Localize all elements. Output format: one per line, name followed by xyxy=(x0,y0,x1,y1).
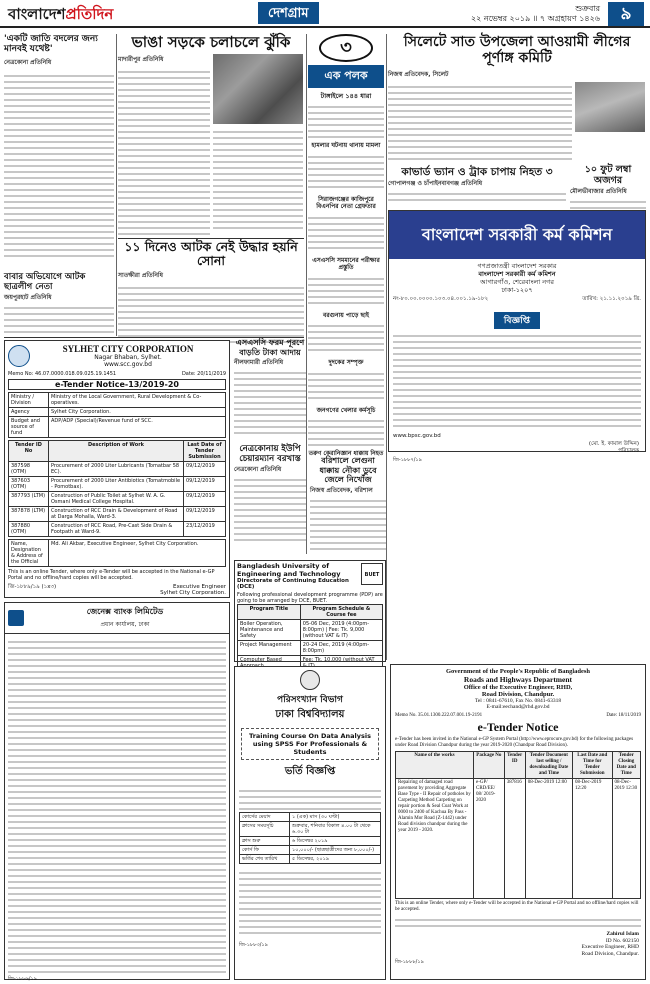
unit-line: আগারগাঁও, শেরেবাংলা নগর xyxy=(480,278,554,286)
cell-desc: Construction of RCC Road, Pre-Cast Side Drain & Footpath at Ward-9. xyxy=(49,522,184,537)
title2: Roads and Highways Department xyxy=(463,675,573,684)
footer-text-placeholder xyxy=(239,868,381,938)
ad-title: Bangladesh University of Engineering and Technology xyxy=(237,562,341,578)
byline: মাদারীপুর প্রতিনিধি xyxy=(118,56,164,63)
ad-ref: জি-১৮৮৮/১৯ xyxy=(395,959,424,965)
course-title: Training Course On Data Analysis using SPSS For Professionals & Students xyxy=(241,728,379,760)
col-program: Program Title xyxy=(238,605,301,620)
online-note: This is an online Tender, where only e-Tender will be accepted in the National e-GP Portal and no offline/hard copies will be accepted. xyxy=(395,901,639,912)
website[interactable]: www.scc.gov.bd xyxy=(104,361,152,368)
cell-value: ১ (এক) মাস (৩০ ঘণ্টা) xyxy=(290,813,381,822)
brief-headline-5: বরগুনায় পাড়ে ছাই xyxy=(323,311,369,319)
date: Date: 20/11/2019 xyxy=(181,371,226,377)
memo: Memo No. 35.01.1300.222.07.001.19-2191 xyxy=(395,713,483,718)
ad-sylhet-city-corporation xyxy=(4,340,230,598)
ad-dhaka-university xyxy=(234,666,386,980)
brief-headline-1: টাঙ্গাইলে ১৪৪ ধারা xyxy=(320,92,372,100)
table-row xyxy=(240,846,381,855)
tender-list-table xyxy=(8,440,226,537)
body-text-placeholder xyxy=(118,283,304,345)
date: Date: 18/11/2019 xyxy=(606,713,641,718)
ad-rhd-tender xyxy=(390,664,646,980)
table-row xyxy=(9,522,226,537)
body-text-placeholder xyxy=(234,368,306,434)
cell-value: ৬ ডিসেম্বর ২০১৯ xyxy=(290,837,381,846)
signatory: (মো. ই. কামাল উদ্দিন) xyxy=(588,441,639,447)
brief-headline-6: দুদকের সম্পৃক্ত xyxy=(328,359,364,366)
story-left-top xyxy=(4,34,114,270)
col-doc: Tender Document last selling / downloading Date and Time xyxy=(525,752,572,779)
table-row xyxy=(240,813,381,822)
byline: জয়পুরহাট প্রতিনিধি xyxy=(4,294,52,301)
programs-table xyxy=(237,604,383,671)
cell-last: 09/12/2019 xyxy=(184,462,226,477)
cell-id: 387816 xyxy=(504,779,525,899)
city-line: ঢাকা-১২০৭ xyxy=(501,286,533,294)
du-logo-icon xyxy=(300,670,320,690)
cell-package: e-GP/ CRD/EE/ 08/ 2019-2020 xyxy=(474,779,505,899)
title4: Road Division, Chandpur. xyxy=(481,691,555,698)
story-barishal xyxy=(310,456,386,556)
cell-closing: 08-Dec-2019 12:30 xyxy=(612,779,640,899)
body-text-placeholder xyxy=(213,127,303,232)
headline: ১০ ফুট লম্বা অজগর xyxy=(584,164,632,186)
bank-logo-icon xyxy=(8,610,24,626)
table-row xyxy=(9,462,226,477)
headline: সিলেটে সাত উপজেলা আওয়ামী লীগের পূর্ণাঙ্গ কমিটি xyxy=(403,34,631,66)
ad-line: Following professional development programme (PDP) are going to be arranged by DCE, BUET. xyxy=(237,592,383,604)
cell-desc: Procurement of 2000 Liter Lubricants (Tomatbar 58 EC). xyxy=(49,462,184,477)
ad-ref: জি-১৮৮৩/১৯ xyxy=(239,942,268,948)
headline: নেত্রকোনায় ইউপি চেয়ারম্যান বরখাস্ত xyxy=(239,444,301,464)
cell-label: কোর্সের মেয়াদ xyxy=(240,813,290,822)
buet-logo-icon: BUET xyxy=(361,563,383,585)
cell-value: ১০,০০০/- (ছাত্রছাত্রীদের জন্য ৮,০০০/-) xyxy=(290,846,381,855)
vijnapti-label: বিজ্ঞপ্তি xyxy=(494,312,540,329)
online-note: This is an online Tender, where only e-Tender will be accepted in the National e-GP Portal and no offline/hard copies will be accepted. xyxy=(8,569,215,581)
sign-org: Sylhet City Corporation. xyxy=(160,590,226,596)
col-package: Package No xyxy=(474,752,505,779)
body-line: বাংলাদেশ সরকারী কর্ম কমিশন xyxy=(478,270,556,278)
table-row xyxy=(238,641,383,656)
notice-title: e-Tender Notice xyxy=(477,720,559,734)
col-name: Name of the works xyxy=(396,752,474,779)
cell-label: ক্লাস শুরু xyxy=(240,837,290,846)
date: তারিখ: ২১.১১.২০১৯ খ্রি. xyxy=(582,296,641,302)
table-row xyxy=(238,620,383,641)
logo-part1: বাংলাদেশ xyxy=(8,5,66,23)
cell-value: ৫ ডিসেম্বর, ২০১৯ xyxy=(290,855,381,864)
cell-id: 387880 (OTM) xyxy=(9,522,49,537)
cell-last: 23/12/2019 xyxy=(184,522,226,537)
ad-ref: জি-১৮৮৯/১৯ (১x৩) xyxy=(8,584,57,590)
rhd-tender-table xyxy=(395,751,641,899)
brief-text xyxy=(308,152,384,192)
col-id: Tender ID No xyxy=(9,441,49,462)
cell-id: 387603 (OTM) xyxy=(9,477,49,492)
email[interactable]: E-mail:eechand@rhd.gov.bd xyxy=(486,704,550,710)
cell-label: ক্লাসের সময়সূচি xyxy=(240,822,290,837)
brief-text xyxy=(308,274,384,308)
politician-photo xyxy=(575,82,645,132)
table-row xyxy=(240,822,381,837)
cell-label: কোর্স ফি xyxy=(240,846,290,855)
body-text-placeholder xyxy=(234,475,306,545)
title1: Government of the People's Republic of Bangladesh xyxy=(445,668,591,675)
notice-title: e-Tender Notice-13/2019-20 xyxy=(8,379,226,390)
label: Agency xyxy=(9,408,49,417)
col-last: Last Date and Time for Tender Submission xyxy=(572,752,612,779)
headline: ১১ দিনেও আটক নেই উদ্ধার হয়নি সোনা xyxy=(124,239,298,268)
story-netrokona xyxy=(234,444,306,556)
story-center-mid xyxy=(118,240,304,336)
memo: Memo No: 46.07.0000.018.09.025.19.1451 xyxy=(8,371,117,377)
memo: নং-৮০.০০.০০০০.১০৩.০৪.০০১.১৯-১৮২ xyxy=(393,296,489,302)
brief-text xyxy=(308,321,384,355)
col-id: Tender ID xyxy=(504,752,525,779)
body-text-placeholder xyxy=(4,71,114,261)
col-desc: Description of Work xyxy=(49,441,184,462)
ad-subtitle: প্রধান কার্যালয়, ঢাকা xyxy=(100,621,150,628)
ek-palak-column xyxy=(308,34,384,457)
headline: বরিশালে লেগুনা ধাক্কায় নৌকা ডুবে জেলে নিখোঁজ xyxy=(319,456,377,484)
value: Ministry of the Local Government, Rural Development & Co-operatives. xyxy=(49,393,226,408)
headline: বাবার অভিযোগে আটক ছাত্রলীগ নেতা xyxy=(4,272,86,292)
label: Ministry / Division xyxy=(9,393,49,408)
intro: e-Tender has been invited in the National e-GP System Portal (http://www.eprocure.gov.bd) for the following packages under Road Division Chandpur during the year 2019-2020 (Chandpur Road Division). xyxy=(395,737,634,748)
brief-headline-8: তরুণ কেরানিজ্ঞান ধাক্কায় নিহত xyxy=(308,450,384,457)
logo-part2: প্রতিদিন xyxy=(65,5,114,23)
byline: নিজস্ব প্রতিবেদক, বরিশাল xyxy=(310,486,373,494)
table-row xyxy=(240,855,381,864)
body-text-placeholder xyxy=(118,67,210,237)
brief-text xyxy=(308,416,384,446)
cell-program: Project Management xyxy=(238,641,301,656)
vorti-label: ভর্তি বিজ্ঞপ্তি xyxy=(284,766,336,777)
byline: মৌলভীবাজার প্রতিনিধি xyxy=(570,188,627,195)
headline: ভাঙা সড়কে চলাচলে ঝুঁকি xyxy=(131,33,291,51)
cell-program: Boiler Operation, Maintenance and Safety xyxy=(238,620,301,641)
notice-text-placeholder xyxy=(8,637,226,973)
row-rule xyxy=(4,337,304,338)
brief-headline-7: জনগণের খেলার কর্মসূচি xyxy=(316,406,376,414)
table-row xyxy=(9,507,226,522)
dept: পরিসংখ্যান বিভাগ xyxy=(277,695,343,705)
body-text-placeholder xyxy=(388,82,572,162)
body-text-placeholder xyxy=(4,303,114,333)
byline: নিজস্ব প্রতিবেদক, সিলেট xyxy=(388,71,449,78)
ad-bank-tender xyxy=(4,602,230,980)
byline: সাতক্ষীরা প্রতিনিধি xyxy=(118,272,163,279)
section-title: দেশগ্রাম xyxy=(258,2,319,24)
sign-div: Road Division, Chandpur. xyxy=(581,950,639,957)
scc-logo-icon xyxy=(8,345,30,367)
table-row xyxy=(9,477,226,492)
cell-last: 09/12/2019 xyxy=(184,492,226,507)
ad-public-service-commission xyxy=(388,210,646,463)
ad-buet xyxy=(234,560,386,662)
brief-text xyxy=(308,213,384,253)
signatory-title: পরিচালক xyxy=(618,448,639,454)
cell-label: ভর্তির শেষ তারিখ xyxy=(240,855,290,864)
brief-text xyxy=(308,102,384,138)
sign-title: Executive Engineer, RHD xyxy=(581,944,639,950)
label: Name, Designation & Address of the Official xyxy=(9,540,49,567)
brief-headline-4: এসএসসি সমমানের পরীক্ষার প্রস্তুতি xyxy=(312,256,380,271)
table-row xyxy=(9,492,226,507)
sign-id: ID No. 602150 xyxy=(605,937,639,944)
table-row xyxy=(396,779,641,899)
body-text-placeholder xyxy=(310,496,386,550)
byline: নেত্রকোনা প্রতিনিধি xyxy=(4,59,52,66)
cell-id: 387793 (LTM) xyxy=(9,492,49,507)
ad-ref: জি-১৮৮৭/১৯ xyxy=(393,457,422,463)
story-right-top xyxy=(388,34,646,162)
headline: এসএসসি ফরম পূরণে বাড়তি টাকা আদায় xyxy=(235,338,305,357)
commission-website[interactable]: www.bpsc.gov.bd xyxy=(393,433,441,439)
cell-desc: Procurement of 2000 Liter Antibiotics (Tomatmobile - Pomotbax). xyxy=(49,477,184,492)
ad-ref: জি-১৮৮৬/১৯ xyxy=(8,976,37,982)
extra-text-placeholder xyxy=(395,915,641,927)
ek-palak-tab: এক পলক xyxy=(308,65,384,88)
cell-program: Computer Based xyxy=(238,656,301,671)
cell-work: Repairing of damaged road pavement by providing Aggregate Base Type - II Repair of potholes by Carpeting Method Carpeting on repair portion & Seal Coat Work at 0000 to 2400 of Kachua By Pass - Alamin Mor Road (Z-1442) under Road division chandpur during the year 2019 - 2020. xyxy=(396,779,474,899)
table-row xyxy=(240,837,381,846)
cell-desc: Construction of Public Toilet at Sylhet W. A. G. Osmani Medical College Hospital. xyxy=(49,492,184,507)
headline: 'একটি জাতি বদলের জন্য মানবই যথেষ্ট' xyxy=(4,34,98,54)
byline: নীলফামারী প্রতিনিধি xyxy=(234,359,284,366)
brief-headline-3: সিরাজগঞ্জের কাজিপুরে বিএনপির নেতা গ্রেফতার xyxy=(316,195,376,210)
page-number: ৯ xyxy=(608,2,644,26)
cell-id: 387598 (OTM) xyxy=(9,462,49,477)
ad-title: জেনেক্স ব্যাংক লিমিটেড xyxy=(86,607,164,616)
day: শুক্রবার xyxy=(575,4,600,13)
story-ssc xyxy=(234,338,306,440)
col-closing: Tender Closing Date and Time xyxy=(612,752,640,779)
gov-line: গণপ্রজাতন্ত্রী বাংলাদেশ সরকার xyxy=(477,262,557,270)
cell-last: 09/12/2019 xyxy=(184,507,226,522)
title3: Office of the Executive Engineer, RHD, xyxy=(463,684,573,691)
cell-schedule: 05-06 Dec, 2019 (4:00pm-8:00pm) | Fee: Tk. 9,000 (without VAT & IT) xyxy=(300,620,382,641)
tender-info-table xyxy=(8,392,226,438)
date: ২২ নভেম্বর ২০১৯ ॥ ৭ অগ্রহায়ণ ১৪২৬ xyxy=(470,14,600,23)
course-info-table xyxy=(239,812,381,864)
body-text-placeholder xyxy=(388,189,566,203)
address: Nagar Bhaban, Sylhet. xyxy=(94,354,162,361)
col-last: Last Date of Tender Submission xyxy=(184,441,226,462)
cell-doc: 08-Dec-2019 12:00 xyxy=(525,779,572,899)
cell-last: 08-Dec-2019 12:20 xyxy=(572,779,612,899)
univ: ঢাকা বিশ্ববিদ্যালয় xyxy=(275,709,345,720)
value: Md. Ali Akbar, Executive Engineer, Sylhet City Corporation. xyxy=(49,540,226,567)
phone: Tel : 0841-67610, Fax No. 0841-63318 xyxy=(474,698,562,704)
masthead xyxy=(0,0,650,28)
col-schedule: Program Schedule & Course fee xyxy=(300,605,382,620)
cell-schedule: 20-24 Dec, 2019 (4:00pm-8:00pm) xyxy=(300,641,382,656)
commission-banner: বাংলাদেশ সরকারী কর্ম কমিশন xyxy=(389,211,645,259)
cell-value: শুক্রবার, শনিবার বিকাল ৪.০০ টা থেকে ৬.৩০ টা xyxy=(290,822,381,837)
three-logo: ৩ xyxy=(319,34,373,62)
notice-text-placeholder xyxy=(393,331,641,431)
cell-desc: Construction of RCC Drain & Development of Road at Darga Mohalla, Ward-3. xyxy=(49,507,184,522)
brief-headline-2: হামলার ঘটনায় থানায় মামলা xyxy=(311,142,381,149)
byline: নেত্রকোনা প্রতিনিধি xyxy=(234,466,282,473)
date-line xyxy=(471,4,600,24)
newspaper-logo[interactable] xyxy=(8,3,113,28)
value: Sylhet City Corporation. xyxy=(49,408,226,417)
ad-title: SYLHET CITY CORPORATION xyxy=(62,344,194,354)
column-rule xyxy=(386,34,387,660)
label: Budget and source of fund xyxy=(9,417,49,438)
brief-text xyxy=(308,369,384,403)
cell-schedule: Fee: Tk. 10,000 (without VAT xyxy=(300,656,382,671)
intro-text-placeholder xyxy=(239,786,381,810)
road-photo xyxy=(213,54,303,124)
story-left-mid xyxy=(4,272,114,336)
sign-name: Zahirul Islam xyxy=(606,931,639,937)
column-rule xyxy=(116,34,117,336)
row-rule xyxy=(118,238,304,239)
ad-sub: Directorate of Continuing Education (DCE) xyxy=(237,578,349,590)
byline: গোপালগঞ্জ ও চাঁপাইনবাবগঞ্জ প্রতিনিধি xyxy=(388,180,483,187)
sign-name: Executive Engineer xyxy=(172,584,226,590)
cell-id: 387878 (LTM) xyxy=(9,507,49,522)
column-rule xyxy=(306,34,307,554)
headline: কাভার্ড ভ্যান ও ট্রাক চাপায় নিহত ৩ xyxy=(401,166,553,178)
story-center-top xyxy=(118,34,304,238)
story-covered-van xyxy=(388,166,566,206)
value: ADP/ADP (Special)/Revenue fund of SCC. xyxy=(49,417,226,438)
contact-table xyxy=(8,539,226,567)
cell-last: 09/12/2019 xyxy=(184,477,226,492)
